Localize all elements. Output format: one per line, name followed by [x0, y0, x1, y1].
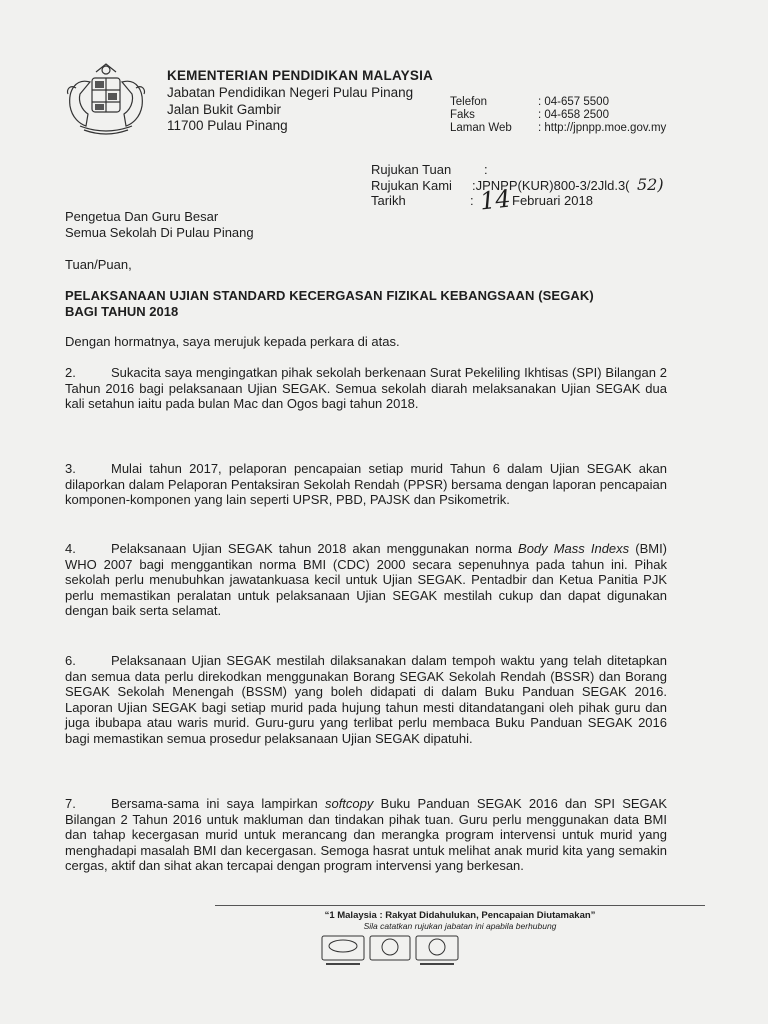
paragraph-number: 6. — [65, 653, 76, 668]
date-label: Tarikh — [371, 193, 406, 208]
paragraph-2 — [65, 365, 667, 412]
paragraph-number: 7. — [65, 796, 76, 811]
department-name: Jabatan Pendidikan Negeri Pulau Pinang — [167, 85, 414, 100]
website-value: : http://jpnpp.moe.gov.my — [538, 122, 667, 134]
opening-line: Dengan hormatnya, saya merujuk kepada perkara di atas. — [65, 334, 400, 349]
fax-value: : 04-658 2500 — [538, 109, 609, 121]
ministry-name: KEMENTERIAN PENDIDIKAN MALAYSIA — [167, 68, 433, 83]
ref-tuan-value: : — [484, 162, 488, 177]
paragraph-number: 4. — [65, 541, 76, 556]
salutation: Tuan/Puan, — [65, 257, 132, 272]
paragraph-text-a: Bersama-sama ini saya lampirkan — [111, 796, 325, 811]
iso-certification-logos-icon — [320, 934, 460, 970]
ref-tuan-label: Rujukan Tuan — [371, 162, 452, 177]
subject-line-2: BAGI TAHUN 2018 — [65, 304, 179, 319]
ref-kami-value: :JPNPP(KUR)800-3/2Jld.3( — [472, 178, 630, 193]
paragraph-number: 3. — [65, 461, 76, 476]
date-colon: : — [470, 193, 474, 208]
paragraph-text-a: Pelaksanaan Ujian SEGAK tahun 2018 akan menggunakan norma — [111, 541, 519, 556]
date-month-year: Februari 2018 — [512, 193, 593, 208]
website-label: Laman Web — [450, 122, 512, 134]
address-city: 11700 Pulau Pinang — [167, 118, 288, 133]
paragraph-text: Pelaksanaan Ujian SEGAK mestilah dilaksanakan dalam tempoh waktu yang telah ditetapkan dan semua data perlu direkodkan menggunakan Borang SEGAK Sekolah Rendah (BSSR) dan Borang SEGAK Sekolah Menengah (BSSM) yang boleh didapati di dalam Buku Panduan SEGAK 2016. Laporan Ujian SEGAK bagi setiap murid pada hujung tahun mesti ditandatangani oleh pihak guru dan juga ibubapa atau waris murid. Guru-guru yang terlibat perlu membaca Buku Panduan SEGAK 2016 bagi memastikan semua prosedur pelaksanaan Ujian SEGAK dipatuhi. — [65, 653, 667, 746]
footer-divider — [215, 905, 705, 906]
paragraph-text-b: Buku Panduan SEGAK 2016 dan SPI SEGAK Bilangan 2 Tahun 2016 untuk makluman dan tindakan pihak tuan. Guru perlu menggunakan data BMI dan tahap kecergasan murid untuk merancang dan merangka program intervensi untuk murid yang menghadapi masalah BMI dan kecergasan. Semoga hasrat untuk melihat anak murid kita yang semakin cergas, aktif dan sihat akan tercapai dengan program intervensi yang berkesan. — [65, 796, 667, 873]
footer-note: Sila catatkan rujukan jabatan ini apabila berhubung — [363, 921, 557, 931]
paragraph-text-b: (BMI) WHO 2007 bagi menggantikan norma BMI (CDC) 2000 secara sepenuhnya pada tahun ini. Pihak sekolah perlu menubuhkan jawatankuasa kecil untuk Ujian SEGAK. Pentadbir dan Ketua Panitia PJK perlu memastikan peralatan untuk pelaksanaan Ujian SEGAK mestilah cukup dan dapat digunakan dengan baik serta selamat. — [65, 541, 668, 618]
ref-kami-handwritten-number: 52) — [637, 175, 664, 194]
paragraph-text: Sukacita saya mengingatkan pihak sekolah berkenaan Surat Pekeliling Ikhtisas (SPI) Bilangan 2 Tahun 2016 bagi pelaksanaan Ujian SEGAK. Semua sekolah diarah melaksanakan Ujian SEGAK dua kali setahun iaitu pada bulan Mac dan Ogos bagi tahun 2018. — [65, 365, 667, 411]
paragraph-text-italic: softcopy — [324, 796, 374, 811]
phone-label: Telefon — [450, 96, 488, 108]
date-handwritten-day: 14 — [478, 184, 512, 216]
paragraph-3 — [65, 461, 667, 508]
paragraph-text-italic: Body Mass Indexs — [518, 541, 630, 556]
subject-line-1: PELAKSANAAN UJIAN STANDARD KECERGASAN FIZIKAL KEBANGSAAN (SEGAK) — [65, 288, 594, 303]
recipient-line-2: Semua Sekolah Di Pulau Pinang — [65, 225, 254, 240]
ref-kami-label: Rujukan Kami — [371, 178, 452, 193]
paragraph-number: 2. — [65, 365, 76, 380]
paragraph-6 — [65, 653, 667, 746]
footer-motto: “1 Malaysia : Rakyat Didahulukan, Pencapaian Diutamakan” — [324, 910, 596, 921]
paragraph-4 — [65, 541, 667, 619]
fax-label: Faks — [450, 109, 475, 121]
paragraph-7 — [65, 796, 667, 874]
paragraph-text: Mulai tahun 2017, pelaporan pencapaian setiap murid Tahun 6 dalam Ujian SEGAK akan dilaporkan dalam Pelaporan Pentaksiran Sekolah Rendah (PPSR) bersama dengan laporan pencapaian komponen-komponen yang lain seperti UPSR, PBD, PAJSK dan Psikometrik. — [65, 461, 667, 507]
address-street: Jalan Bukit Gambir — [167, 102, 282, 117]
malaysia-coat-of-arms-icon — [56, 60, 156, 140]
recipient-line-1: Pengetua Dan Guru Besar — [65, 209, 219, 224]
phone-value: : 04-657 5500 — [538, 96, 609, 108]
